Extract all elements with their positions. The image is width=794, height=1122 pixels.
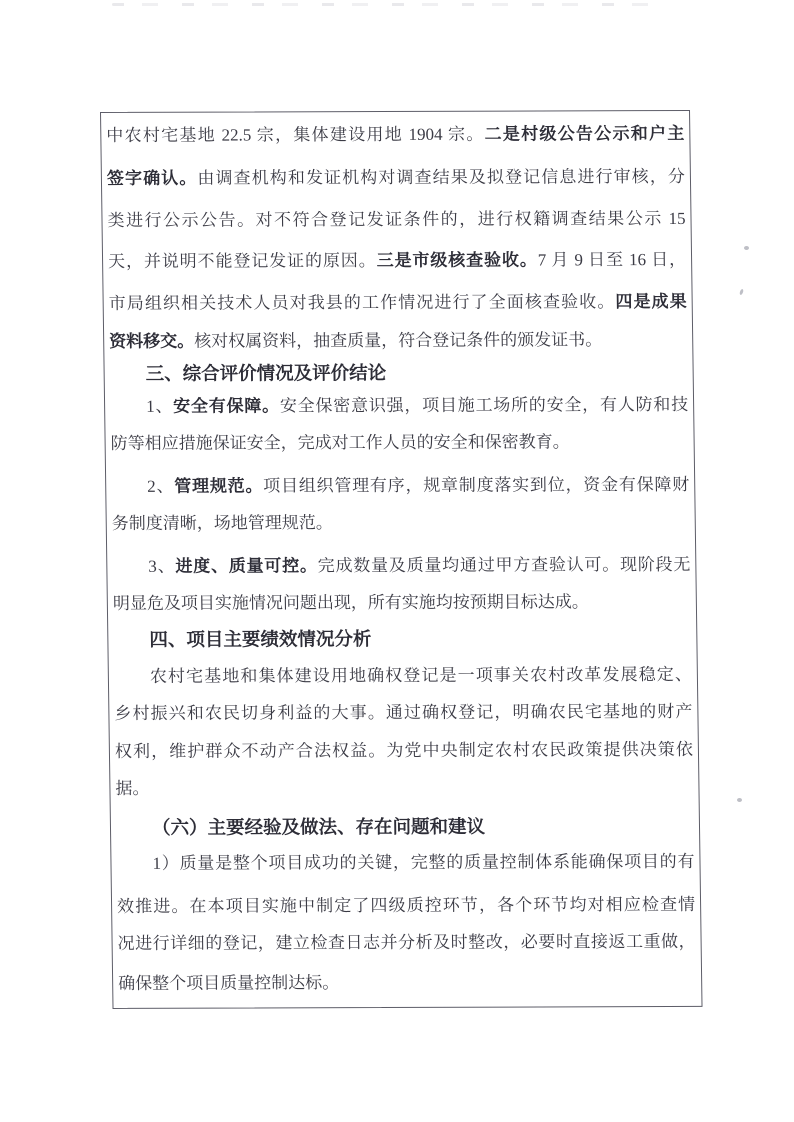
text-segment: 7 月 9 日至 16 日，	[537, 249, 687, 270]
body-line	[107, 204, 685, 236]
heading-line	[116, 811, 694, 843]
text-segment: 中农村宅基地 22.5 宗，集体建设用地 1904 宗。	[106, 124, 485, 145]
body-line	[110, 390, 688, 422]
text-segment: 签字确认。	[106, 168, 198, 188]
body-line	[117, 890, 695, 922]
text-segment: 况进行详细的登记，建立检查日志并分析及时整改，必要时直接返工重做，	[117, 931, 696, 953]
text-segment: 完成数量及质量均通过甲方查验认可。现阶段无	[317, 554, 691, 576]
text-segment: 安全有保障。	[173, 396, 281, 416]
scan-artifact-top-smudge	[112, 3, 657, 6]
heading-line	[113, 623, 691, 655]
text-segment: 务制度清晰，场地管理规范。	[111, 513, 333, 533]
body-line	[108, 287, 686, 319]
text-segment: （六）主要经验及做法、存在问题和建议	[151, 815, 486, 838]
body-line	[116, 847, 694, 879]
text-segment: 1、	[145, 396, 174, 416]
text-segment: 三、综合评价情况及评价结论	[145, 362, 387, 384]
text-segment: 四是成果	[615, 291, 687, 312]
body-line	[114, 697, 692, 729]
body-line	[108, 245, 686, 277]
document-body	[101, 119, 701, 999]
body-line	[112, 507, 690, 539]
text-segment: 效推进。在本项目实施中制定了四级质控环节，各个环节均对相应检查情	[116, 894, 696, 916]
text-segment: 市局组织相关技术人员对我县的工作情况进行了全面核查验收。	[108, 292, 616, 313]
text-segment: 农村宅基地和集体建设用地确权登记是一项事关农村改革发展稳定、	[149, 664, 693, 686]
scan-artifact-speck	[739, 289, 744, 296]
text-segment: 确保整个项目质量控制达标。	[118, 973, 340, 993]
body-line	[113, 587, 691, 619]
text-segment: 项目组织管理有序，规章制度落实到位，资金有保障财	[263, 474, 690, 496]
body-line	[107, 162, 685, 194]
body-line	[112, 550, 690, 582]
body-line	[118, 967, 696, 999]
text-segment: 明显危及项目实施情况问题出现，所有实施均按预期目标达成。	[112, 592, 589, 613]
heading-line	[109, 357, 687, 389]
body-line	[117, 927, 695, 959]
text-segment: 天，并说明不能登记发证的原因。	[107, 251, 377, 271]
scan-artifact-speck	[744, 246, 749, 250]
body-line	[106, 119, 684, 151]
body-line	[115, 772, 693, 804]
document-table-border	[100, 110, 703, 1009]
text-segment: 1）质量是整个项目成功的关键，完整的质量控制体系能确保项目的有	[152, 851, 695, 873]
text-segment: 乡村振兴和农民切身利益的大事。通过确权登记，明确农民宅基地的财产	[114, 701, 693, 723]
body-line	[111, 470, 689, 502]
body-line	[110, 427, 688, 459]
text-segment: 据。	[115, 778, 150, 798]
text-segment: 进度、质量可控。	[175, 556, 318, 576]
body-line	[115, 735, 693, 767]
text-segment: 核对权属资料，抽查质量，符合登记条件的颁发证书。	[194, 330, 603, 351]
body-line	[109, 325, 687, 357]
text-segment: 防等相应措施保证安全，完成对工作人员的安全和保密教育。	[110, 432, 570, 453]
text-segment: 2、	[147, 476, 175, 496]
text-segment: 由调查机构和发证机构对调查结果及拟登记信息进行审核，分	[197, 166, 686, 188]
text-segment: 安全保密意识强，项目施工场所的安全，有人防和技	[279, 394, 689, 416]
text-segment: 管理规范。	[174, 476, 264, 496]
text-segment: 资料移交。	[109, 331, 195, 351]
body-line	[114, 660, 692, 692]
text-segment: 3、	[148, 556, 176, 576]
text-segment: 四、项目主要绩效情况分析	[149, 628, 372, 650]
text-segment: 权利，维护群众不动产合法权益。为党中央制定农村农民政策提供决策依	[114, 739, 694, 761]
text-segment: 类进行公示公告。对不符合登记发证条件的，进行权籍调查结果公示 15	[107, 208, 686, 230]
text-segment: 二是村级公告公示和户主	[484, 123, 685, 144]
scan-artifact-speck	[737, 798, 742, 802]
text-segment: 三是市级核查验收。	[376, 250, 538, 271]
